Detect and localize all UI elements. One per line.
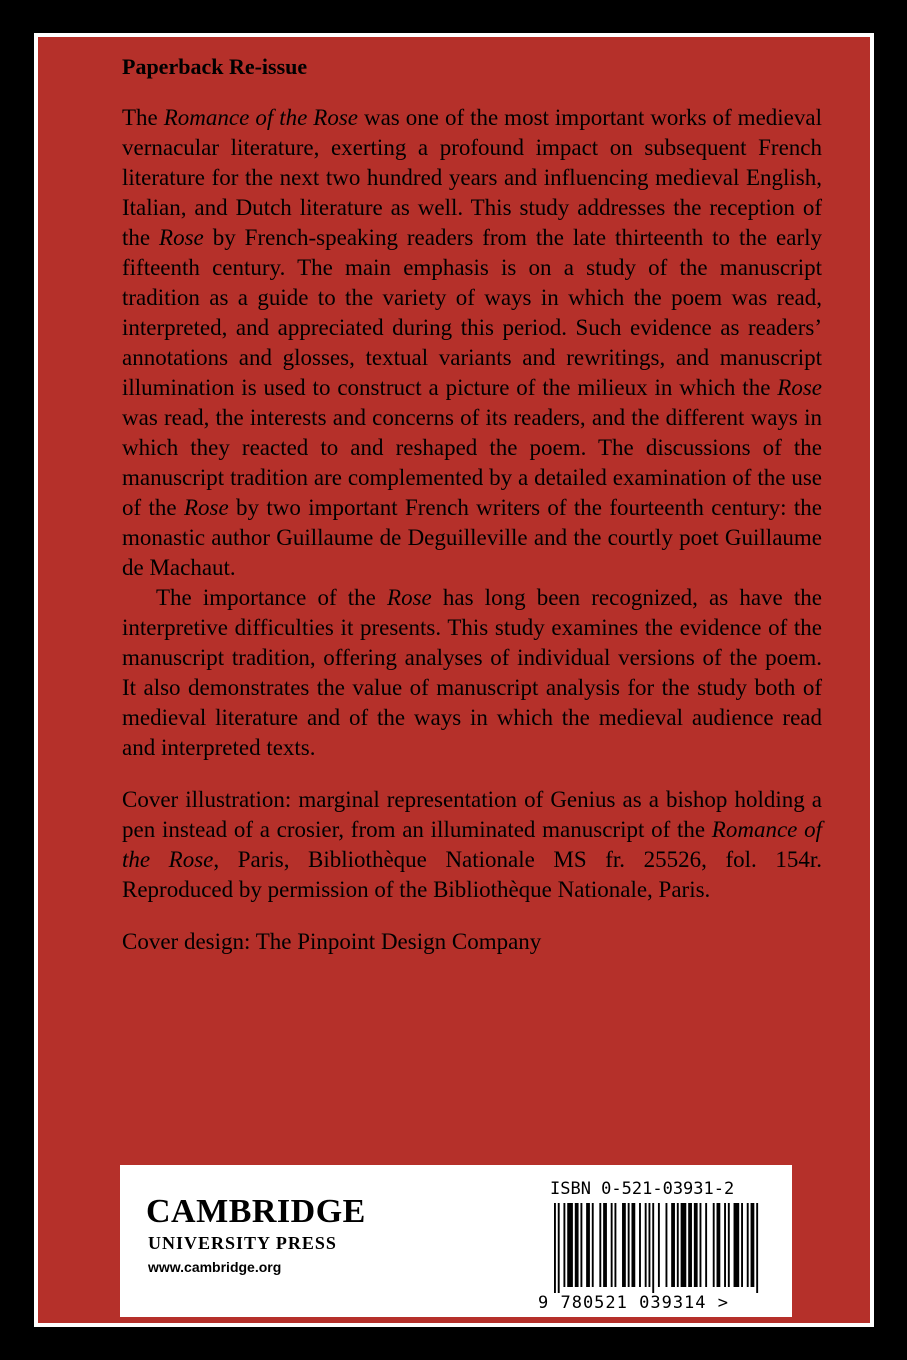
barcode-bar <box>747 1203 749 1287</box>
barcode-image <box>554 1203 760 1293</box>
barcode-bar <box>700 1203 702 1287</box>
barcode-bar <box>677 1203 679 1287</box>
barcode-bar <box>734 1203 740 1287</box>
barcode-bar <box>558 1203 560 1293</box>
barcode-bar <box>628 1203 630 1287</box>
barcode-bar <box>741 1203 743 1287</box>
barcode-bar <box>645 1203 647 1287</box>
barcode-bar <box>575 1203 579 1287</box>
barcode-bar <box>681 1203 687 1287</box>
publisher-press: UNIVERSITY PRESS <box>148 1233 337 1253</box>
description-paragraph-2: The importance of the Rose has long been recognized, as have the interpretive difficulties it presents. This study examines the evidence of the manuscript tradition, offering analyses of individual versions of the poem. It also demonstrates the value of manuscript analysis for the study both of medieval literature and of the ways in which the medieval audience read and interpreted texts. <box>122 585 822 760</box>
barcode-bar <box>724 1203 726 1287</box>
publisher-url: www.cambridge.org <box>148 1259 282 1275</box>
barcode-bar <box>751 1203 755 1287</box>
barcode-bar <box>554 1203 556 1293</box>
barcode-bar <box>622 1203 626 1287</box>
barcode-bar <box>717 1203 721 1287</box>
barcode-bar <box>639 1203 641 1287</box>
barcode-bar <box>652 1203 654 1293</box>
ean-digits: 9 780521 039314 > <box>538 1293 729 1313</box>
barcode-bar <box>688 1203 692 1287</box>
reissue-heading: Paperback Re-issue <box>122 54 308 79</box>
barcode-bar <box>586 1203 590 1287</box>
barcode-bar <box>580 1203 582 1287</box>
cover-design-credit: Cover design: The Pinpoint Design Company <box>122 929 542 954</box>
barcode-bar <box>567 1203 573 1287</box>
barcode-bar <box>728 1203 730 1287</box>
barcode-bar <box>603 1203 607 1287</box>
barcode-bar <box>611 1203 613 1287</box>
publisher-name: CAMBRIDGE <box>146 1193 366 1230</box>
cover-text <box>122 53 822 957</box>
barcode-bar <box>713 1203 715 1287</box>
barcode-bar <box>648 1203 650 1287</box>
barcode-bar <box>614 1203 616 1287</box>
barcode-bar <box>756 1203 758 1293</box>
barcode-bar <box>563 1203 565 1287</box>
barcode-bar <box>658 1203 660 1287</box>
barcode-bar <box>671 1203 675 1287</box>
isbn-label: ISBN 0-521-03931-2 <box>550 1179 735 1199</box>
barcode-bar <box>631 1203 635 1287</box>
barcode-bar <box>599 1203 601 1287</box>
barcode-bar <box>705 1203 707 1287</box>
barcode-bar <box>666 1203 668 1287</box>
publisher-barcode-panel <box>120 1165 792 1317</box>
cover-illustration-credit: Cover illustration: marginal representation of Genius as a bishop holding a pen instead of a crosier, from an illuminated manuscript of the Romance of the Rose, Paris, Bibliothèque Nationale MS fr. 25526, fol. 154r. Reproduced by permission of the Bibliothèque Nationale, Paris. <box>122 787 822 902</box>
barcode-bar <box>592 1203 594 1287</box>
description-paragraph-1: The Romance of the Rose was one of the most important works of medieval vernacular literature, exerting a profound impact on subsequent French literature for the next two hundred years and influencing medieval English, Italian, and Dutch literature as well. This study addresses the reception of the Rose by French-speaking readers from the late thirteenth to the early fifteenth century. The main emphasis is on a study of the manuscript tradition as a guide to the variety of ways in which the poem was read, interpreted, and appreciated during this period. Such evidence as readers’ annotations and glosses, textual variants and rewritings, and manuscript illumination is used to construct a picture of the milieux in which the Rose was read, the interests and concerns of its readers, and the different ways in which they reacted to and reshaped the poem. The discussions of the manuscript tradition are complemented by a detailed examination of the use of the Rose by two important French writers of the fourteenth century: the monastic author Guillaume de Deguilleville and the courtly poet Guillaume de Machaut. <box>122 105 822 580</box>
back-cover <box>34 33 874 1327</box>
barcode-bar <box>694 1203 698 1287</box>
